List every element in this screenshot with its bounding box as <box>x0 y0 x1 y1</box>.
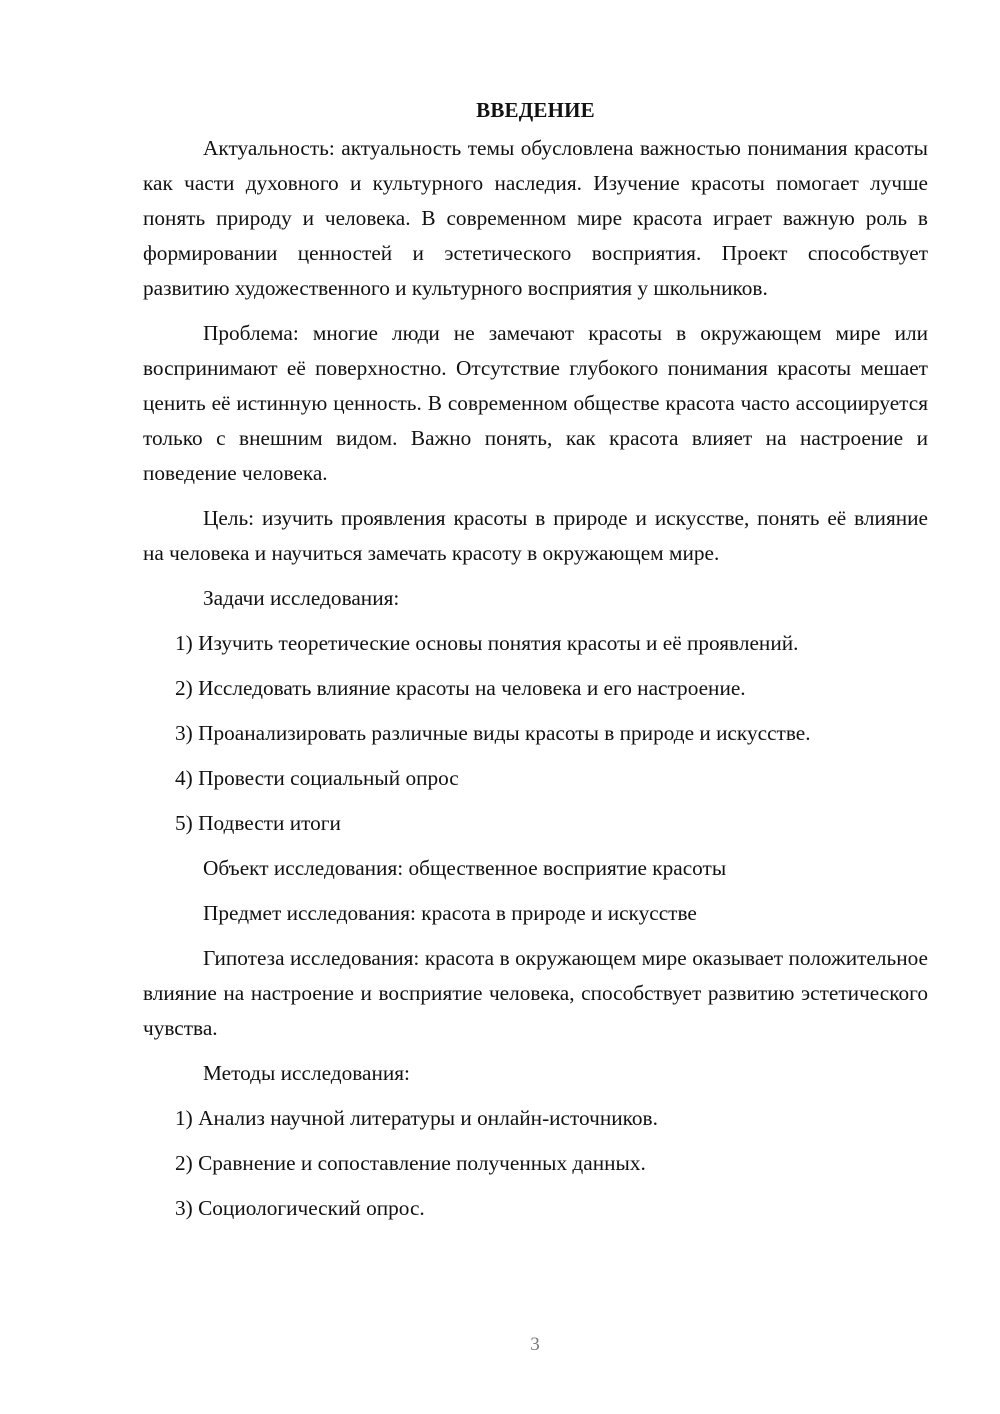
problem-paragraph: Проблема: многие люди не замечают красоты в окружающем мире или воспринимают её поверхностно. Отсутствие глубокого понимания красоты мешает ценить её истинную ценность. В современном обществе красота часто ассоциируется только с внешним видом. Важно понять, как красота влияет на настроение и поведение человека. <box>143 321 928 485</box>
list-item: 1) Анализ научной литературы и онлайн-источников. <box>175 1106 658 1130</box>
document-page <box>143 93 928 1236</box>
goal-paragraph: Цель: изучить проявления красоты в природе и искусстве, понять её влияние на человека и научиться замечать красоту в окружающем мире. <box>143 506 928 565</box>
list-item: 3) Социологический опрос. <box>175 1196 425 1220</box>
list-item: 2) Исследовать влияние красоты на человека и его настроение. <box>175 676 746 700</box>
tasks-list <box>143 626 928 841</box>
object-line: Объект исследования: общественное восприятие красоты <box>203 856 727 880</box>
methods-list <box>143 1101 928 1226</box>
list-item: 3) Проанализировать различные виды красоты в природе и искусстве. <box>175 721 811 745</box>
list-item: 4) Провести социальный опрос <box>175 766 459 790</box>
hypothesis-paragraph: Гипотеза исследования: красота в окружающем мире оказывает положительное влияние на настроение и восприятие человека, способствует развитию эстетического чувства. <box>143 946 928 1040</box>
page-number: 3 <box>530 1334 540 1355</box>
subject-line: Предмет исследования: красота в природе и искусстве <box>203 901 697 925</box>
methods-label: Методы исследования: <box>203 1061 410 1085</box>
page-title: ВВЕДЕНИЕ <box>476 98 595 122</box>
relevance-paragraph: Актуальность: актуальность темы обусловлена важностью понимания красоты как части духовного и культурного наследия. Изучение красоты помогает лучше понять природу и человека. В современном мире красота играет важную роль в формировании ценностей и эстетического восприятия. Проект способствует развитию художественного и культурного восприятия у школьников. <box>143 136 928 300</box>
list-item: 1) Изучить теоретические основы понятия красоты и её проявлений. <box>175 631 799 655</box>
list-item: 2) Сравнение и сопоставление полученных данных. <box>175 1151 646 1175</box>
tasks-label: Задачи исследования: <box>203 586 400 610</box>
list-item: 5) Подвести итоги <box>175 811 341 835</box>
